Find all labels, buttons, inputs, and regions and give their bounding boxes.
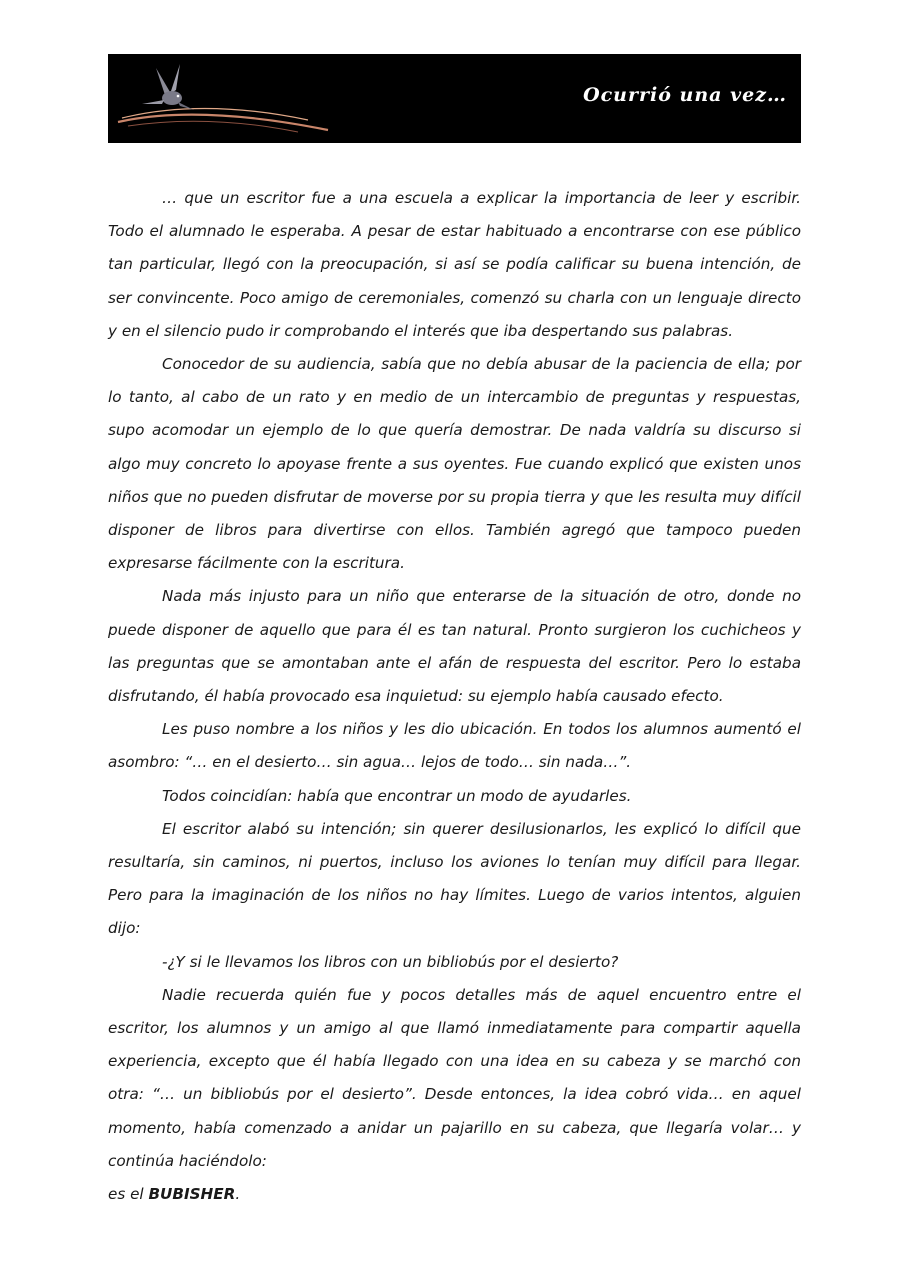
paragraph-2: Conocedor de su audiencia, sabía que no debía abusar de la paciencia de ella; por lo tanto, al cabo de un rato y en medio de un intercambio de preguntas y respuestas, supo acomodar un ejemplo de lo que quería demostrar. De nada valdría su discurso si algo muy concreto lo apoyase frente a sus oyentes. Fue cuando explicó que existen unos niños que no pueden disfrutar de moverse por su propia tierra y que les resulta muy difícil disponer de libros para divertirse con ellos. También agregó que tampoco pueden expresarse fácilmente con la escritura. [108, 355, 801, 573]
paragraph-7: -¿Y si le llevamos los libros con un bibliobús por el desierto? [162, 952, 619, 971]
paragraph-4: Les puso nombre a los niños y les dio ubicación. En todos los alumnos aumentó el asombro: “… en el desierto… sin agua… lejos de todo… sin nada…”. [108, 720, 801, 772]
paragraph-1: … que un escritor fue a una escuela a explicar la importancia de leer y escribir. Todo el alumnado le esperaba. A pesar de estar habituado a encontrarse con ese público tan particular, llegó con la preocupación, si así se podía calificar su buena intención, de ser convincente. Poco amigo de ceremoniales, comenzó su charla con un lenguaje directo y en el silencio pudo ir comprobando el interés que iba despertando sus palabras. [108, 189, 801, 340]
closing-prefix: es el [108, 1185, 149, 1204]
paragraph-5: Todos coincidían: había que encontrar un modo de ayudarles. [162, 786, 632, 805]
story-body [108, 182, 801, 1211]
swallow-bird-logo-icon [108, 54, 348, 143]
paragraph-8: Nadie recuerda quién fue y pocos detalles más de aquel encuentro entre el escritor, los alumnos y un amigo al que llamó inmediatamente para compartir aquella experiencia, excepto que él había llegado con una idea en su cabeza y se marchó con otra: “… un bibliobús por el desierto”. Desde entonces, la idea cobró vida… en aquel momento, había comenzado a anidar un pajarillo en su cabeza, que llegaría volar… y continúa haciéndolo: [108, 985, 801, 1170]
closing-bold-name: BUBISHER [148, 1185, 236, 1204]
closing-suffix: . [235, 1185, 241, 1204]
paragraph-6: El escritor alabó su intención; sin querer desilusionarlos, les explicó lo difícil que resultaría, sin caminos, ni puertos, incluso los aviones lo tenían muy difícil para llegar. Pero para la imaginación de los niños no hay límites. Luego de varios intentos, alguien dijo: [108, 819, 801, 938]
closing-line [108, 1178, 801, 1211]
header-banner [108, 54, 801, 143]
paragraph-3: Nada más injusto para un niño que enterarse de la situación de otro, donde no puede disponer de aquello que para él es tan natural. Pronto surgieron los cuchicheos y las preguntas que se amontaban ante el afán de respuesta del escritor. Pero lo estaba disfrutando, él había provocado esa inquietud: su ejemplo había causado efecto. [108, 587, 801, 706]
header-title: Ocurrió una vez… [583, 84, 787, 106]
